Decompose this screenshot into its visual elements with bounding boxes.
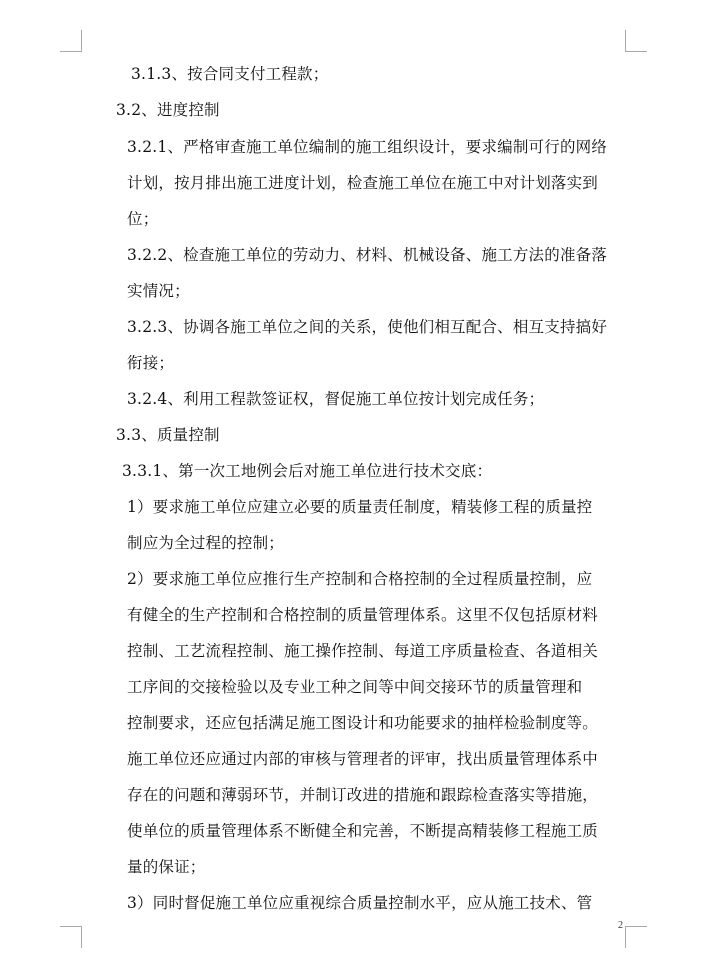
crop-mark-bottom-left-h [60, 926, 82, 927]
crop-mark-bottom-right-v [625, 926, 626, 948]
section-heading: 3.2、进度控制 [116, 101, 220, 119]
text-line: 控制、工艺流程控制、施工操作控制、每道工序质量检查、各道相关 [127, 642, 599, 660]
text-line: 3.2.4、利用工程款签证权，督促施工单位按计划完成任务； [127, 390, 545, 408]
text-line: 1）要求施工单位应建立必要的质量责任制度，精装修工程的质量控 [127, 498, 593, 516]
text-line: 位； [127, 210, 159, 228]
text-line: 3.1.3、按合同支付工程款； [131, 65, 329, 83]
text-line: 3.3.1、第一次工地例会后对施工单位进行技术交底： [122, 462, 493, 480]
text-line: 衔接； [127, 354, 175, 372]
text-line: 3.2.1、严格审查施工单位编制的施工组织设计，要求编制可行的网络 [127, 138, 608, 156]
text-line: 施工单位还应通过内部的审核与管理者的评审，找出质量管理体系中 [127, 750, 599, 768]
text-line: 实情况； [127, 282, 190, 300]
text-line: 2）要求施工单位应推行生产控制和合格控制的全过程质量控制，应 [127, 570, 593, 588]
text-line: 3.2.3、协调各施工单位之间的关系，使他们相互配合、相互支持搞好 [127, 318, 608, 336]
page-number: 2 [618, 920, 623, 931]
text-line: 工序间的交接检验以及专业工种之间等中间交接环节的质量管理和 [127, 678, 583, 696]
text-line: 制应为全过程的控制； [127, 534, 285, 552]
crop-mark-top-right-v [625, 30, 626, 52]
text-line: 3）同时督促施工单位应重视综合质量控制水平，应从施工技术、管 [127, 894, 593, 912]
text-line: 存在的问题和薄弱环节，并制订改进的措施和跟踪检查落实等措施， [127, 786, 599, 804]
text-line: 使单位的质量管理体系不断健全和完善，不断提高精装修工程施工质 [127, 822, 599, 840]
section-heading: 3.3、质量控制 [116, 426, 220, 444]
text-line: 3.2.2、检查施工单位的劳动力、材料、机械设备、施工方法的准备落 [127, 246, 608, 264]
text-line: 控制要求，还应包括满足施工图设计和功能要求的抽样检验制度等。 [127, 714, 599, 732]
text-line: 有健全的生产控制和合格控制的质量管理体系。这里不仅包括原材料 [127, 606, 599, 624]
crop-mark-top-right-h [625, 51, 647, 52]
crop-mark-bottom-left-v [81, 926, 82, 948]
text-line: 量的保证； [127, 858, 206, 876]
text-line: 计划，按月排出施工进度计划，检查施工单位在施工中对计划落实到 [127, 174, 599, 192]
crop-mark-bottom-right-h [625, 926, 647, 927]
crop-mark-top-left-h [60, 51, 82, 52]
crop-mark-top-left-v [81, 30, 82, 52]
